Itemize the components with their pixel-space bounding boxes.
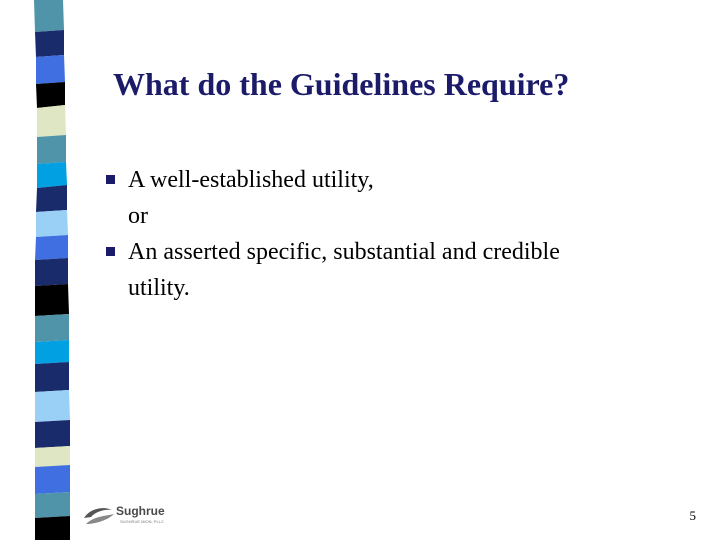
bullet-item [106, 162, 686, 234]
stripe-block [35, 390, 70, 422]
stripe-block [35, 516, 70, 540]
bullet-item [106, 234, 686, 306]
stripe-block [34, 0, 64, 32]
stripe-block [37, 105, 66, 137]
bullet-line: An asserted specific, substantial and credible [128, 239, 560, 265]
swoosh-icon [82, 502, 116, 530]
bullet-line: or [128, 203, 148, 229]
stripe-block [35, 314, 69, 342]
square-bullet-icon [106, 247, 115, 256]
slide-title: What do the Guidelines Require? [113, 66, 570, 102]
bullet-list [106, 162, 686, 306]
stripe-block [36, 55, 65, 84]
stripe-block [35, 30, 64, 57]
stripe-block [35, 420, 70, 448]
bullet-line: A well-established utility, [128, 167, 374, 193]
stripe-block [35, 362, 69, 392]
square-bullet-icon [106, 175, 115, 184]
page-number: 5 [689, 508, 696, 523]
stripe-block [35, 465, 70, 494]
stripe-block [37, 162, 67, 188]
stripe-block [36, 210, 68, 237]
stripe-block [35, 258, 68, 286]
stripe-block [35, 340, 69, 364]
logo-subtext: SUGHRUE MION, PLLC [120, 519, 164, 524]
stripe-block [36, 82, 65, 108]
stripe-block [35, 284, 69, 316]
bullet-line: utility. [128, 275, 190, 301]
stripe-block [37, 135, 66, 164]
logo-text: Sughrue [116, 504, 165, 518]
stripe-block [35, 492, 70, 518]
decorative-stripe [0, 0, 80, 540]
stripe-block [35, 446, 70, 467]
stripe-block [36, 185, 67, 212]
stripe-block [35, 235, 68, 260]
company-logo [82, 500, 192, 530]
